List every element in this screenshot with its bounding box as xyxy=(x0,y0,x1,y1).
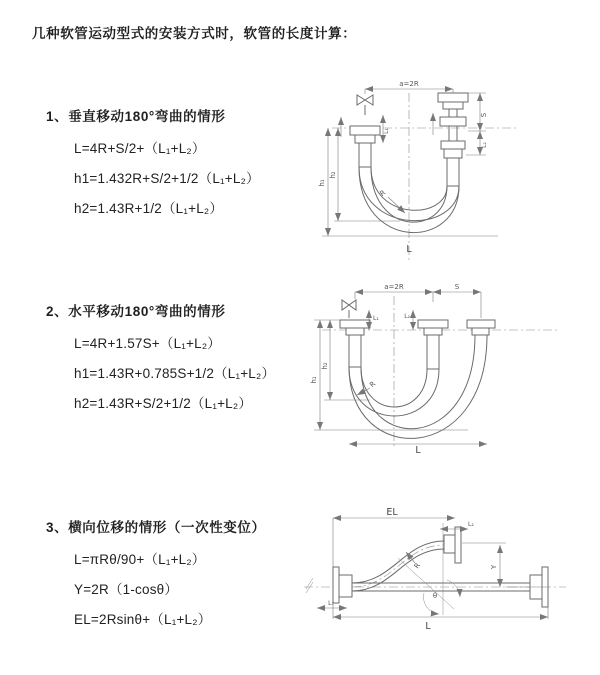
diagram-lateral-displacement xyxy=(298,503,590,655)
braid-section xyxy=(349,335,361,367)
hose-assembly xyxy=(340,320,495,438)
dim-label-h2: h₂ xyxy=(321,362,329,370)
dimensions xyxy=(317,507,548,632)
braid-section xyxy=(427,335,439,369)
dim-label-length: L xyxy=(415,445,421,454)
dim-label-s: S xyxy=(454,283,460,291)
dim-label-radius: R xyxy=(412,561,423,571)
formula-el: EL=2Rsinθ+（L₁+L₂） xyxy=(74,612,212,627)
page-title: 几种软管运动型式的安装方式时，软管的长度计算： xyxy=(32,26,357,41)
hose-assembly xyxy=(333,527,548,607)
dim-label-l2: L₂ xyxy=(404,313,410,320)
section-horizontal-bend xyxy=(46,300,275,417)
formula-length: L=πRθ/90+（L₁+L₂） xyxy=(74,552,206,567)
dimensions xyxy=(310,283,487,454)
valve-icon xyxy=(342,300,356,318)
dim-label-radius: R xyxy=(378,188,388,199)
dim-label-l2: L₂ xyxy=(468,521,474,528)
dim-label-h1: h₁ xyxy=(310,376,318,384)
formula-length: L=4R+1.57S+（L₁+L₂） xyxy=(74,336,221,351)
dim-label-l1: L₁ xyxy=(328,600,334,607)
dim-label-a2r: a=2R xyxy=(384,283,404,291)
dim-label-el: EL xyxy=(386,507,398,518)
section-lateral-displacement xyxy=(46,516,266,633)
formula-h1: h1=1.432R+S/2+1/2（L₁+L₂） xyxy=(74,171,260,186)
dim-label-length: L xyxy=(425,621,431,632)
dim-label-l2: L₂ xyxy=(481,142,488,148)
section-vertical-bend xyxy=(46,105,260,222)
construction-lines xyxy=(398,558,460,614)
centerlines xyxy=(322,296,558,448)
formula-h1: h1=1.43R+0.785S+1/2（L₁+L₂） xyxy=(74,366,276,381)
dim-label-s: S xyxy=(480,112,488,118)
dim-label-theta: θ xyxy=(432,592,438,600)
dim-label-l1: L₁ xyxy=(383,128,390,134)
diagram-vertical-180-bend xyxy=(308,73,580,265)
dim-label-length: L xyxy=(406,244,412,255)
braid-section xyxy=(359,143,371,167)
dimensions xyxy=(318,80,498,255)
dim-label-l1: L₁ xyxy=(373,315,379,322)
braid-section xyxy=(447,158,459,186)
formula-y: Y=2R（1-cosθ） xyxy=(74,582,179,597)
dim-label-h1: h₁ xyxy=(318,179,326,187)
formula-length: L=4R+S/2+（L₁+L₂） xyxy=(74,141,206,156)
dim-label-radius: R xyxy=(368,379,378,390)
centerline-break-mark xyxy=(306,578,313,593)
section-2-heading: 2、水平移动180°弯曲的情形 xyxy=(46,304,226,319)
diagram-horizontal-180-bend xyxy=(306,282,590,454)
formula-h2: h2=1.43R+S/2+1/2（L₁+L₂） xyxy=(74,396,253,411)
dim-label-y: Y xyxy=(490,564,498,570)
section-3-heading: 3、横向位移的情形（一次性变位） xyxy=(46,520,266,535)
centerlines xyxy=(304,523,566,615)
dim-label-a2r: a=2R xyxy=(399,80,419,88)
formula-h2: h2=1.43R+1/2（L₁+L₂） xyxy=(74,201,224,216)
valve-icon xyxy=(357,95,373,115)
dim-label-h2: h₂ xyxy=(329,171,337,179)
section-1-heading: 1、垂直移动180°弯曲的情形 xyxy=(46,109,226,124)
